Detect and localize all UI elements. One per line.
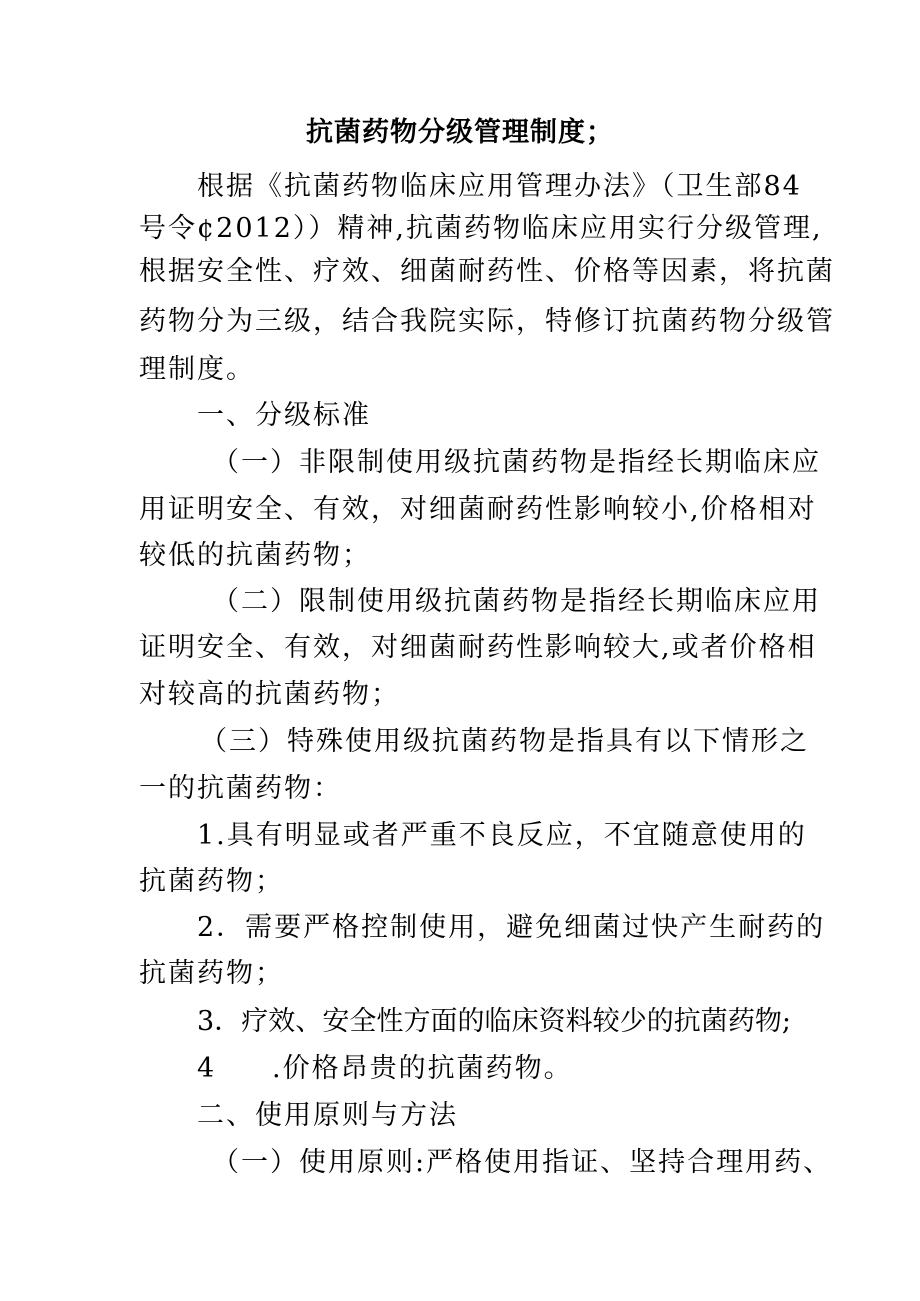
paragraph-line: 一的抗菌药物： [139, 773, 342, 804]
paragraph-line: 证明安全、有效，对细菌耐药性影响较大,或者价格相 [139, 632, 817, 663]
section-heading: 一、分级标准 [197, 400, 371, 431]
paragraph-line: 理制度。 [139, 354, 255, 385]
list-item-line: 3．疗效、安全性方面的临床资料较少的抗菌药物; [197, 1006, 791, 1037]
section-heading: 二、使用原则与方法 [197, 1100, 458, 1131]
paragraph-line: 用证明安全、有效，对细菌耐药性影响较小,价格相对 [139, 494, 817, 525]
paragraph-line: 药物分为三级，结合我院实际，特修订抗菌药物分级管 [139, 306, 835, 337]
paragraph-line: （三）特殊使用级抗菌药物是指具有以下情形之 [200, 726, 809, 757]
list-item-line: 抗菌药物； [139, 958, 284, 989]
paragraph-line: 号令¢2012））精神,抗菌药物临床应用实行分级管理, [139, 213, 823, 244]
paragraph-line: 较低的抗菌药物； [139, 540, 371, 571]
list-item-number: 4 [197, 1053, 217, 1084]
list-item-line: .价格昂贵的抗菌药物。 [272, 1053, 573, 1084]
paragraph-line: 根据安全性、疗效、细菌耐药性、价格等因素，将抗菌 [139, 256, 835, 287]
list-item-line: 抗菌药物； [139, 866, 284, 897]
paragraph-line: 对较高的抗菌药物； [139, 679, 400, 710]
document-title: 抗菌药物分级管理制度； [306, 117, 614, 148]
paragraph-line: 根据《抗菌药物临床应用管理办法》（卫生部84 [197, 171, 802, 202]
paragraph-line: （二）限制使用级抗菌药物是指经长期临床应用 [212, 586, 821, 617]
paragraph-line: （一）非限制使用级抗菌药物是指经长期临床应 [212, 447, 821, 478]
paragraph-line: （一）使用原则:严格使用指证、坚持合理用药、 [212, 1147, 833, 1178]
list-item-line: 1.具有明显或者严重不良反应，不宜随意使用的 [197, 820, 807, 851]
list-item-line: 2．需要严格控制使用，避免细菌过快产生耐药的 [197, 912, 826, 943]
